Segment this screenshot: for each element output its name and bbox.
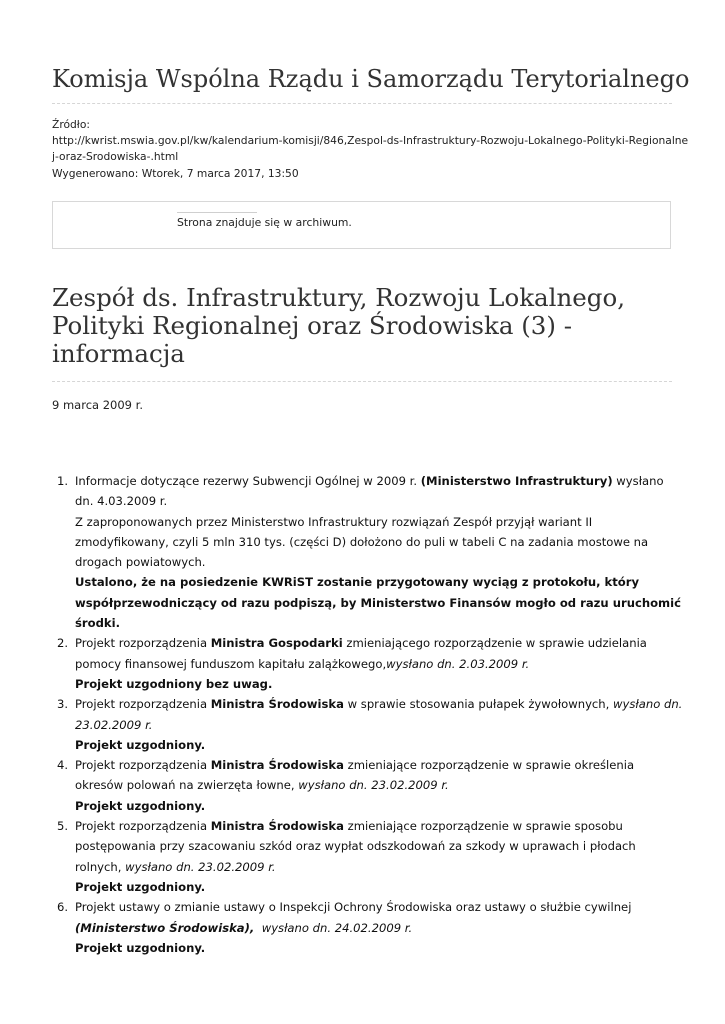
item-sent-date: wysłano dn.	[613, 697, 683, 712]
generated-timestamp: Wygenerowano: Wtorek, 7 marca 2017, 13:50	[52, 166, 299, 180]
list-item	[52, 471, 681, 633]
item-ministry: (Ministerstwo Środowiska),	[75, 920, 255, 935]
item-number: 2.	[57, 636, 69, 651]
archive-notice	[52, 201, 671, 249]
agenda-list	[52, 471, 683, 958]
article-title-line-2: Polityki Regionalnej oraz Środowiska (3) -	[52, 311, 573, 340]
list-item	[52, 694, 683, 755]
source-url-line-1[interactable]: http://kwrist.mswia.gov.pl/kw/kalendarium-komisji/846,Zespol-ds-Infrastruktury-Rozwoju-Lokalnego-Polityki-Regionalne	[52, 134, 689, 148]
item-ministry: (Ministerstwo Infrastruktury)	[420, 474, 613, 488]
article-title-line-1: Zespół ds. Infrastruktury, Rozwoju Lokalnego,	[52, 283, 625, 312]
article-date: 9 marca 2009 r.	[52, 398, 143, 412]
item-number: 5.	[57, 819, 69, 834]
item-number: 6.	[57, 900, 69, 915]
item-text: Projekt rozporządzenia	[75, 697, 211, 712]
item-decision: Projekt uzgodniony.	[75, 879, 206, 894]
item-decision: współprzewodniczący od razu podpiszą, by Ministerstwo Finansów mogło od razu uruchomić	[75, 595, 681, 610]
item-text: w sprawie stosowania pułapek żywołownych,	[343, 697, 614, 712]
list-item	[52, 633, 677, 694]
item-ministry: Ministra Gospodarki	[210, 636, 343, 651]
item-number: 4.	[57, 758, 69, 773]
item-ministry: Ministra Środowiska	[210, 758, 344, 773]
item-text: Z zaproponowanych przez Ministerstwo Infrastruktury rozwiązań Zespół przyjął wariant II	[75, 514, 593, 529]
item-text: dn. 4.03.2009 r.	[75, 494, 168, 509]
item-sent-date: 23.02.2009 r.	[75, 717, 153, 732]
title-divider	[52, 381, 672, 382]
item-decision: Projekt uzgodniony.	[75, 737, 206, 752]
list-item	[52, 755, 677, 816]
item-text: zmodyfikowany, czyli 5 mln 310 tys. (części D) dołożono do puli w tabeli C na zadania mostowe na	[75, 534, 649, 549]
item-text: rolnych,	[75, 859, 126, 874]
item-text: Projekt rozporządzenia	[75, 819, 211, 834]
item-decision: Projekt uzgodniony.	[75, 798, 206, 813]
list-item	[52, 816, 677, 897]
source-block	[52, 117, 689, 182]
item-decision: środki.	[75, 616, 120, 631]
item-number: 1.	[57, 474, 69, 488]
item-text: zmieniającego rozporządzenie w sprawie udzielania	[342, 636, 647, 651]
item-text: Projekt rozporządzenia	[75, 758, 211, 773]
item-text: zmieniające rozporządzenie w sprawie sposobu	[343, 819, 623, 834]
item-text: okresów polowań na zwierzęta łowne,	[75, 778, 299, 793]
article-title-line-3: informacja	[52, 339, 185, 368]
item-ministry: Ministra Środowiska	[210, 819, 344, 834]
item-sent-date: wysłano dn. 2.03.2009 r.	[386, 656, 530, 671]
archive-notice-text: Strona znajduje się w archiwum.	[177, 216, 352, 229]
header-divider	[52, 103, 672, 104]
list-item	[52, 897, 677, 958]
source-label: Źródło:	[52, 118, 90, 131]
item-text: drogach powiatowych.	[75, 555, 206, 570]
item-decision: Ustalono, że na posiedzenie KWRiST zostanie przygotowany wyciąg z protokołu, który	[75, 575, 640, 590]
item-sent-date: wysłano dn. 23.02.2009 r.	[298, 778, 449, 793]
item-text: pomocy finansowej funduszom kapitału zalążkowego,	[75, 656, 387, 671]
item-text: postępowania przy szacowaniu szkód oraz wypłat odszkodowań za szkody w uprawach i płodach	[75, 839, 636, 854]
article-title	[52, 284, 677, 368]
notice-rule	[177, 212, 257, 213]
item-ministry: Ministra Środowiska	[210, 697, 344, 712]
item-text: Projekt ustawy o zmianie ustawy o Inspekcji Ochrony Środowiska oraz ustawy o służbie cywilnej	[75, 900, 632, 915]
item-text: Informacje dotyczące rezerwy Subwencji Ogólnej w 2009 r.	[75, 474, 421, 488]
source-url-line-2[interactable]: j-oraz-Srodowiska-.html	[52, 150, 179, 164]
item-text: wysłano	[612, 474, 664, 488]
item-text: zmieniające rozporządzenie w sprawie określenia	[343, 758, 635, 773]
item-number: 3.	[57, 697, 69, 712]
item-decision: Projekt uzgodniony bez uwag.	[75, 676, 273, 691]
item-decision: Projekt uzgodniony.	[75, 940, 206, 955]
site-title: Komisja Wspólna Rządu i Samorządu Terytorialnego	[52, 65, 690, 93]
item-sent-date: wysłano dn. 24.02.2009 r.	[254, 920, 413, 935]
item-text: Projekt rozporządzenia	[75, 636, 211, 651]
item-sent-date: wysłano dn. 23.02.2009 r.	[125, 859, 276, 874]
